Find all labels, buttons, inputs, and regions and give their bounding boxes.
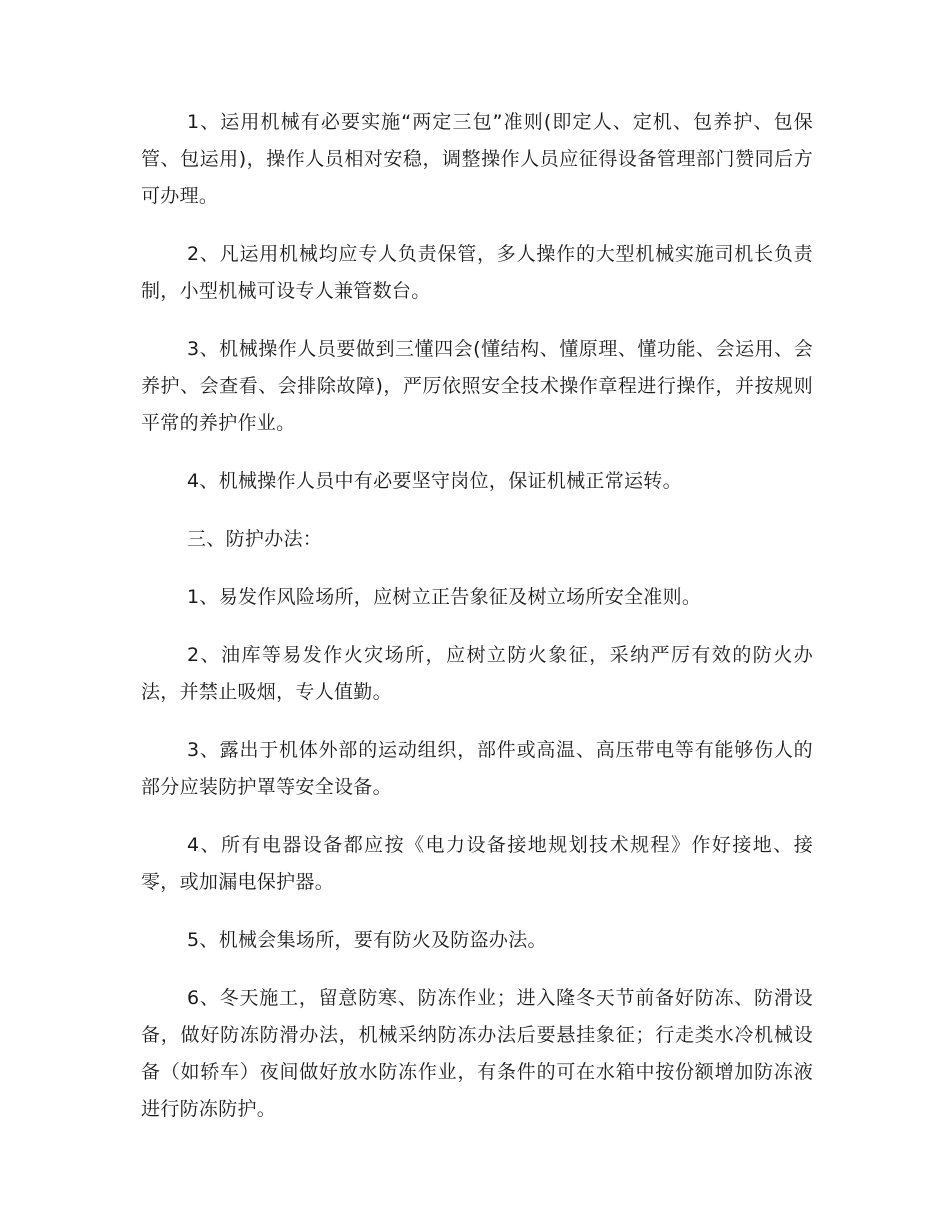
document-body (141, 104, 813, 1149)
paragraph-5: 1、易发作风险场所，应树立正告象征及树立场所安全准则。 (187, 586, 702, 608)
paragraph-2: 2、凡运用机械均应专人负责保管，多人操作的大型机械实施司机长负责制，小型机械可设专人兼管数台。 (141, 243, 813, 302)
paragraph-9: 5、机械会集场所，要有防火及防盗办法。 (187, 929, 547, 951)
paragraph-1: 1、运用机械有必要实施“两定三包”准则(即定人、定机、包养护、包保管、包运用)，操作人员相对安稳，调整操作人员应征得设备管理部门赞同后方可办理。 (141, 111, 813, 207)
paragraph-10: 6、冬天施工，留意防寒、防冻作业；进入隆冬天节前备好防冻、防滑设备，做好防冻防滑办法，机械采纳防冻办法后要悬挂象征；行走类水冷机械设备（如轿车）夜间做好放水防冻作业，有条件的可在水箱中按份额增加防冻液进行防冻防护。 (141, 987, 813, 1120)
paragraph-3: 3、机械操作人员要做到三懂四会(懂结构、懂原理、懂功能、会运用、会养护、会查看、会排除故障)，严厉依照安全技术操作章程进行操作，并按规则平常的养护作业。 (141, 338, 813, 434)
paragraph-6: 2、油库等易发作火灾场所，应树立防火象征，采纳严厉有效的防火办法，并禁止吸烟，专人值勤。 (141, 644, 813, 703)
paragraph-8: 4、所有电器设备都应按《电力设备接地规划技术规程》作好接地、接零，或加漏电保护器。 (141, 834, 813, 893)
paragraph-4: 4、机械操作人员中有必要坚守岗位，保证机械正常运转。 (187, 470, 682, 492)
paragraph-7: 3、露出于机体外部的运动组织，部件或高温、高压带电等有能够伤人的部分应装防护罩等安全设备。 (141, 739, 813, 798)
section-heading: 三、防护办法： (187, 528, 323, 550)
